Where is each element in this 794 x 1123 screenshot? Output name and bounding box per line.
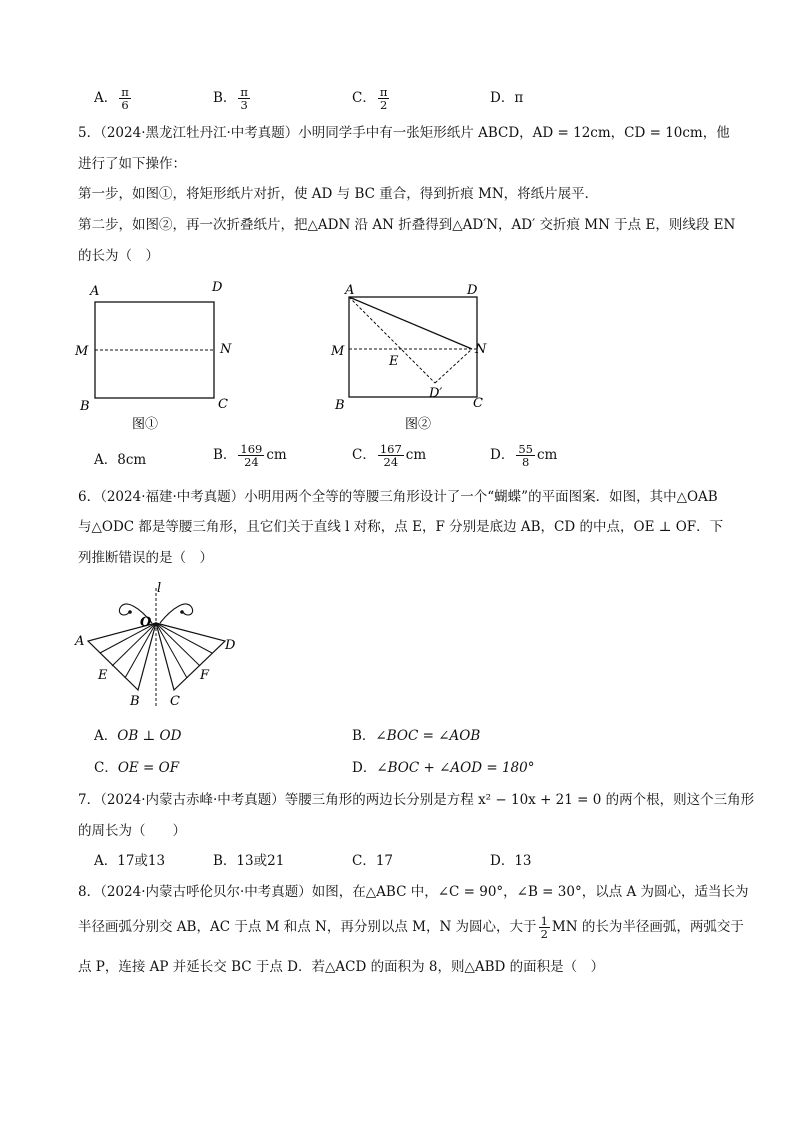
label-a: A <box>90 284 100 299</box>
q4-option-b: B． $\frac{\pi}{3}$ <box>213 85 248 113</box>
q8-stem-line2: 半径画弧分别交 AB，AC 于点 M 和点 N，再分别以点 M，N 为圆心，大于 $\frac{1}{2}$ MN 的长为半径画弧，两弧交于 <box>78 914 744 942</box>
q5-figure-2 <box>325 275 500 435</box>
q8-stem-line3: 点 P，连接 AP 并延长交 BC 于点 D．若△ACD 的面积为 8，则△ABD 的面积是（ ） <box>78 959 605 975</box>
q5-option-d: D． $\frac{55}{8}$ cm <box>490 442 558 470</box>
label-b: B <box>80 399 90 414</box>
q5-figure-1 <box>70 275 240 435</box>
q4-option-c: C． $\frac{\pi}{2}$ <box>352 85 388 113</box>
label-b: B <box>130 694 140 709</box>
q5-stem-line5: 的长为（ ） <box>78 248 159 264</box>
label-e: E <box>389 354 399 369</box>
label-d: D <box>212 280 223 295</box>
q5-stem-line4: 第二步，如图②，再一次折叠纸片，把△ADN 沿 AN 折叠得到△AD′N，AD′ 交折痕 MN 于点 E，则线段 EN <box>78 217 736 233</box>
segment-d-prime-n <box>435 349 472 383</box>
q6-stem-line2: 与△ODC 都是等腰三角形，且它们关于直线 l 对称，点 E，F 分别是底边 AB，CD 的中点，OE ⊥ OF．下 <box>78 519 724 535</box>
label-d: D <box>225 638 236 653</box>
q5-option-b: B． $\frac{169}{24}$ cm <box>213 442 287 470</box>
q7-option-b: B．13或21 <box>213 853 285 869</box>
label-a: A <box>345 283 355 298</box>
segment-an <box>349 297 472 349</box>
segment-of <box>156 623 200 666</box>
q6-stem-line1: 6．（2024·福建·中考真题）小明用两个全等的等腰三角形设计了一个“蝴蝶”的平面图案．如图，其中△OAB <box>78 489 718 505</box>
q7-stem-line2: 的周长为（ ） <box>78 823 186 839</box>
label-c: C <box>473 396 483 411</box>
label-a: A <box>75 634 85 649</box>
q5-option-a: A．8cm <box>94 452 147 468</box>
antenna-right <box>160 604 193 623</box>
q6-option-b: B．∠BOC = ∠AOB <box>352 728 481 744</box>
q4-option-d: D．π <box>490 90 524 106</box>
q5-stem-line3: 第一步，如图①，将矩形纸片对折，使 AD 与 BC 重合，得到折痕 MN，将纸片展平． <box>78 186 599 202</box>
q6-option-c: C．OE = OF <box>94 760 180 776</box>
label-m: M <box>75 344 89 359</box>
antenna-left-dot <box>128 610 132 614</box>
antenna-right-dot <box>180 610 184 614</box>
q7-option-d: D．13 <box>490 853 532 869</box>
q6-option-d: D．∠BOC + ∠AOD = 180° <box>352 760 535 776</box>
q7-option-a: A．17或13 <box>94 853 166 869</box>
q6-stem-line3: 列推断错误的是（ ） <box>78 550 213 566</box>
segment-ad-prime <box>349 297 435 383</box>
q5-option-c: C． $\frac{167}{24}$ cm <box>352 442 427 470</box>
label-o: O <box>140 615 152 630</box>
q5-stem-line2: 进行了如下操作： <box>78 156 186 172</box>
label-n: N <box>220 342 232 357</box>
rectangle-abcd <box>349 297 477 397</box>
label-l: l <box>157 581 162 596</box>
q6-butterfly-figure <box>70 578 250 713</box>
label-d: D <box>467 283 478 298</box>
label-n: N <box>475 342 487 357</box>
q6-option-a: A．OB ⊥ OD <box>94 728 182 744</box>
label-b: B <box>335 398 345 413</box>
label-c: C <box>218 397 228 412</box>
label-e: E <box>98 668 108 683</box>
q7-stem-line1: 7．（2024·内蒙古赤峰·中考真题）等腰三角形的两边长分别是方程 x² − 10x + 21 = 0 的两个根，则这个三角形 <box>78 792 755 808</box>
label-c: C <box>170 694 180 709</box>
q7-option-c: C．17 <box>352 853 394 869</box>
label-f: F <box>200 668 210 683</box>
caption-fig2: 图② <box>405 417 432 432</box>
caption-fig1: 图① <box>132 417 159 432</box>
q5-stem-line1: 5．（2024·黑龙江牡丹江·中考真题）小明同学手中有一张矩形纸片 ABCD，AD = 12cm，CD = 10cm，他 <box>78 125 730 141</box>
q4-option-a: A． $\frac{\pi}{6}$ <box>94 85 129 113</box>
q8-stem-line1: 8．（2024·内蒙古呼伦贝尔·中考真题）如图，在△ABC 中，∠C = 90°，∠B = 30°，以点 A 为圆心，适当长为 <box>78 884 749 900</box>
label-m: M <box>331 344 345 359</box>
label-d-prime: D′ <box>429 386 443 401</box>
